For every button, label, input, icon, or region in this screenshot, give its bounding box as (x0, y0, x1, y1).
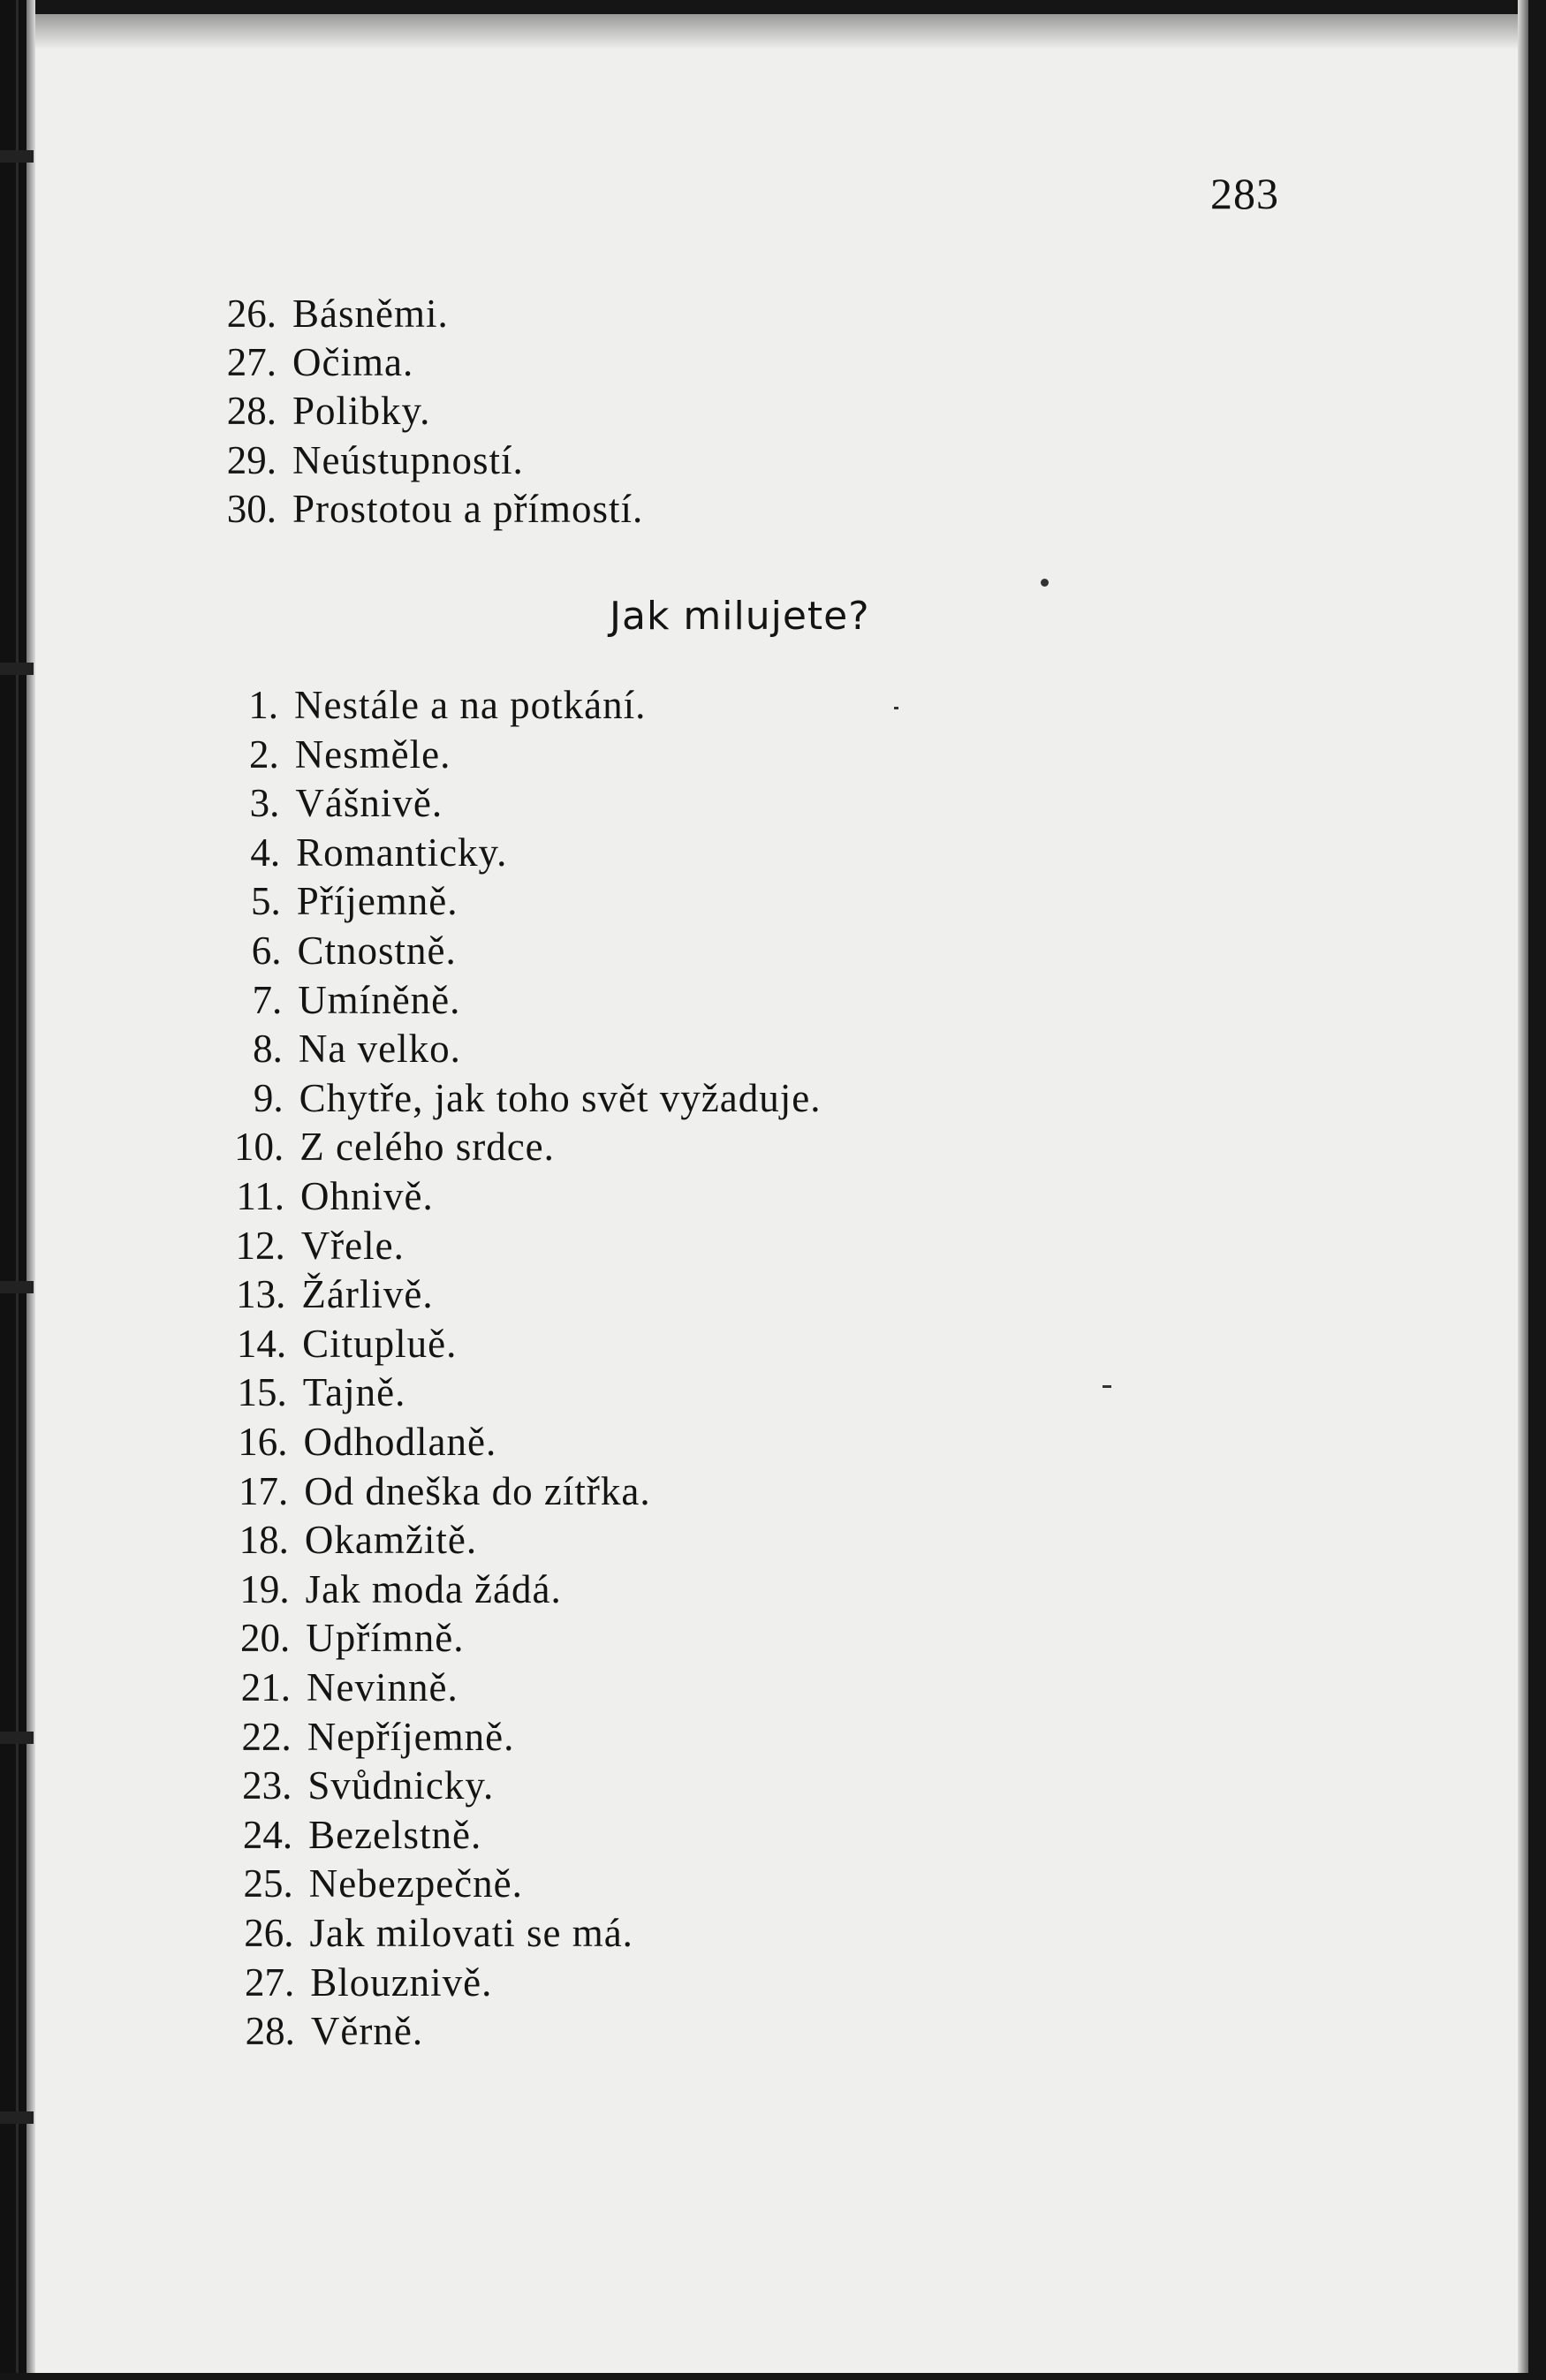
list-item (201, 1518, 477, 1562)
item-text: Vášnivě. (295, 781, 443, 826)
item-number: 11. (236, 1174, 284, 1218)
item-text: Chytře, jak toho svět vyžaduje. (299, 1075, 822, 1120)
item-text: Prostotou a přímostí. (292, 486, 644, 531)
item-text: Básněmi. (292, 292, 449, 336)
item-number: 4. (250, 830, 281, 875)
item-number: 26. (226, 292, 277, 336)
item-number: 22. (241, 1714, 292, 1759)
list-item (201, 1616, 464, 1660)
item-number: 10. (234, 1125, 284, 1170)
item-text: Okamžitě. (304, 1518, 478, 1563)
item-text: Neústupností. (292, 437, 524, 482)
list-item (203, 1763, 494, 1808)
list-item (191, 732, 451, 777)
list-item (196, 1174, 434, 1218)
list-item (191, 781, 443, 825)
item-number: 27. (226, 340, 277, 385)
item-number: 19. (239, 1566, 290, 1611)
item-text: Odhodlaně. (303, 1420, 497, 1464)
scan-border-left (0, 0, 27, 2380)
print-speck (894, 707, 898, 709)
item-text: Příjemně. (296, 879, 458, 924)
list-item (197, 1272, 433, 1316)
list-item (201, 1567, 562, 1611)
item-number: 15. (237, 1370, 287, 1415)
list-item (193, 978, 460, 1022)
binding-mark (0, 2111, 34, 2124)
list-item (188, 340, 413, 384)
item-text: Nepříjemně. (307, 1714, 515, 1759)
item-text: Polibky. (292, 389, 431, 434)
section-heading: Jak milujete? (610, 594, 870, 639)
item-number: 20. (240, 1616, 291, 1661)
item-number: 18. (239, 1518, 289, 1563)
list-item (192, 830, 507, 875)
binding-mark (0, 1732, 34, 1744)
list-item (198, 1322, 457, 1366)
item-number: 29. (226, 437, 277, 482)
list-item (199, 1370, 406, 1414)
item-text: Blouznivě. (310, 1959, 493, 2005)
list-item (188, 292, 449, 336)
list-item (203, 1715, 515, 1759)
item-text: Žárlivě. (301, 1272, 434, 1317)
item-text: Ohnivě. (300, 1174, 434, 1218)
item-text: Ctnostně. (297, 929, 457, 973)
item-text: Citupluě. (302, 1321, 458, 1366)
binding-edge (16, 0, 19, 2380)
list-item (188, 438, 524, 482)
item-text: Vřele. (300, 1223, 405, 1268)
item-number: 23. (242, 1763, 292, 1808)
item-text: Jak moda žádá. (305, 1566, 562, 1611)
item-number: 1. (248, 683, 278, 727)
item-text: Nesměle. (294, 731, 451, 777)
item-text: Věrně. (310, 2009, 424, 2054)
binding-mark (0, 1281, 34, 1293)
list-item (190, 683, 646, 727)
item-text: Upřímně. (306, 1616, 465, 1661)
item-text: Svůdnicky. (307, 1763, 495, 1808)
item-text: Tajně. (302, 1370, 406, 1415)
list-item (197, 1224, 405, 1268)
page-number: 283 (1210, 169, 1279, 218)
item-text: Nestále a na potkání. (294, 683, 647, 727)
list-item (205, 1861, 523, 1906)
item-text: Bezelstně. (308, 1812, 482, 1857)
item-number: 25. (243, 1861, 293, 1906)
page-shadow-left (27, 0, 35, 2380)
item-text: Nebezpečně. (308, 1861, 523, 1906)
list-item (194, 1027, 461, 1071)
item-text: Od dneška do zítřka. (304, 1468, 651, 1513)
list-item (204, 1813, 481, 1857)
item-number: 16. (238, 1420, 288, 1464)
list-item (207, 2009, 423, 2053)
item-number: 6. (251, 929, 282, 973)
list-item (193, 929, 457, 973)
item-number: 24. (242, 1812, 293, 1857)
item-text: Na velko. (298, 1027, 461, 1072)
list-item (202, 1665, 458, 1709)
list-item (200, 1469, 650, 1513)
list-item (188, 389, 430, 433)
item-number: 27. (244, 1959, 295, 2005)
item-number: 9. (253, 1075, 284, 1120)
item-text: Z celého srdce. (299, 1125, 555, 1170)
list-item (206, 1911, 633, 1955)
print-speck (1103, 1385, 1111, 1388)
item-number: 28. (226, 389, 277, 434)
list-item (188, 487, 643, 531)
print-speck (1041, 579, 1049, 587)
page-shadow-right (1518, 0, 1528, 2380)
item-text: Jak milovati se má. (309, 1911, 633, 1955)
list-item (195, 1076, 822, 1120)
item-number: 17. (238, 1468, 289, 1513)
item-number: 7. (252, 977, 283, 1022)
scan-border-right (1528, 0, 1546, 2380)
binding-mark (0, 663, 34, 675)
item-number: 28. (245, 2009, 295, 2054)
list-item (206, 1960, 492, 2005)
item-number: 12. (235, 1223, 285, 1268)
item-text: Očima. (292, 340, 414, 385)
item-number: 21. (240, 1665, 291, 1709)
item-text: Nevinně. (307, 1665, 458, 1709)
list-item (200, 1420, 497, 1464)
item-number: 2. (248, 731, 279, 777)
item-number: 3. (249, 781, 280, 826)
item-number: 30. (226, 486, 277, 531)
item-number: 5. (251, 879, 281, 924)
page-shadow-top (0, 14, 1546, 49)
item-number: 14. (236, 1321, 287, 1366)
scan-border-top (0, 0, 1546, 14)
list-item (195, 1125, 555, 1169)
item-text: Romanticky. (296, 830, 508, 875)
item-number: 13. (236, 1272, 286, 1317)
list-item (193, 879, 458, 923)
binding-mark (0, 150, 34, 163)
item-number: 8. (253, 1027, 283, 1072)
item-text: Umíněně. (298, 977, 461, 1022)
scan-border-bottom (0, 2373, 1546, 2380)
item-number: 26. (244, 1911, 294, 1955)
